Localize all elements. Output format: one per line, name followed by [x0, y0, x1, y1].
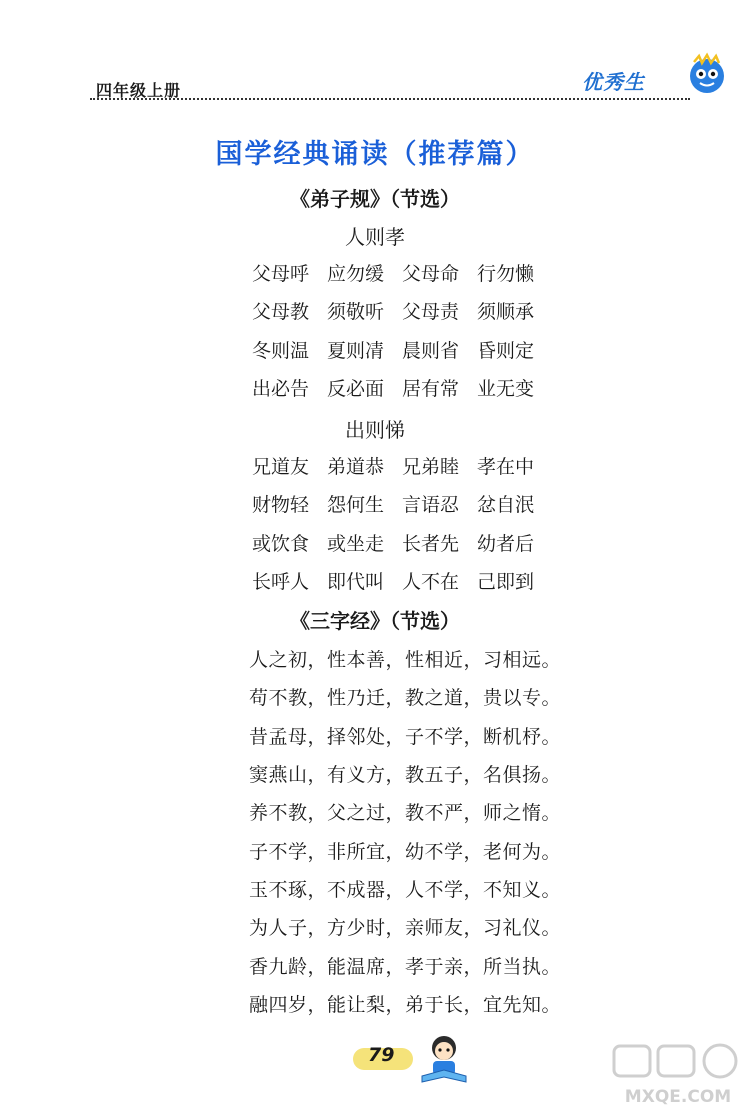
verse-phrase: 兄弟睦 [402, 456, 460, 478]
page-number: 79 [368, 1044, 395, 1066]
verse-phrase: 应勿缓 [327, 263, 385, 285]
page-title: 国学经典诵读（推荐篇） [215, 139, 535, 170]
section-heading: 出则悌 [345, 418, 405, 442]
verse-phrase: 长呼人 [252, 571, 310, 593]
verse-row [252, 490, 552, 517]
header-divider [90, 98, 690, 100]
mascot-icon [684, 52, 730, 98]
verse-line: 窦燕山，有义方，教五子，名俱扬。 [249, 764, 562, 786]
verse-line: 玉不琢，不成器，人不学，不知义。 [249, 879, 562, 901]
verse-line: 子不学，非所宜，幼不学，老何为。 [249, 841, 562, 863]
verse-row [252, 452, 552, 479]
watermark-text: MXQE.COM [624, 1087, 732, 1107]
verse-phrase: 孝在中 [477, 456, 535, 478]
verse-line: 为人子，方少时，亲师友，习礼仪。 [249, 917, 562, 939]
verse-phrase: 冬则温 [252, 340, 310, 362]
verse-phrase: 言语忍 [402, 494, 460, 516]
verse-row [252, 297, 552, 324]
verse-row [252, 529, 552, 556]
verse-line: 香九龄，能温席，孝于亲，所当执。 [249, 956, 562, 978]
verse-phrase: 居有常 [402, 378, 460, 400]
verse-phrase: 己即到 [477, 571, 535, 593]
verse-phrase: 父母命 [402, 263, 460, 285]
watermark-logo-icon [608, 1040, 748, 1110]
sanzijing-subtitle: 《三字经》（节选） [290, 609, 460, 633]
verse-row [252, 259, 552, 286]
verse-line: 苟不教，性乃迁，教之道，贵以专。 [249, 687, 562, 709]
verse-phrase: 或饮食 [252, 533, 310, 555]
verse-phrase: 忿自泯 [477, 494, 535, 516]
verse-phrase: 或坐走 [327, 533, 385, 555]
verse-line: 昔孟母，择邻处，子不学，断机杼。 [249, 726, 562, 748]
verse-line: 融四岁，能让梨，弟于长，宜先知。 [249, 994, 562, 1016]
verse-phrase: 须顺承 [477, 301, 535, 323]
verse-phrase: 晨则省 [402, 340, 460, 362]
verse-phrase: 父母责 [402, 301, 460, 323]
dizigui-subtitle: 《弟子规》（节选） [290, 187, 460, 211]
verse-phrase: 兄道友 [252, 456, 310, 478]
verse-phrase: 怨何生 [327, 494, 385, 516]
verse-phrase: 行勿懒 [477, 263, 535, 285]
verse-phrase: 夏则凊 [327, 340, 385, 362]
verse-phrase: 昏则定 [477, 340, 535, 362]
verse-phrase: 幼者后 [477, 533, 535, 555]
verse-phrase: 即代叫 [327, 571, 385, 593]
verse-phrase: 人不在 [402, 571, 460, 593]
reading-kid-icon [416, 1030, 474, 1088]
section-heading: 人则孝 [345, 225, 405, 249]
verse-phrase: 弟道恭 [327, 456, 385, 478]
verse-phrase: 父母呼 [252, 263, 310, 285]
verse-phrase: 反必面 [327, 378, 385, 400]
verse-phrase: 财物轻 [252, 494, 310, 516]
verse-row [252, 567, 552, 594]
grade-label: 四年级上册 [96, 81, 182, 100]
verse-phrase: 父母教 [252, 301, 310, 323]
verse-row [252, 374, 552, 401]
brand-logo-text: 优秀生 [582, 70, 645, 94]
verse-row [252, 336, 552, 363]
verse-line: 养不教，父之过，教不严，师之惰。 [249, 802, 562, 824]
verse-phrase: 出必告 [252, 378, 310, 400]
verse-phrase: 业无变 [477, 378, 535, 400]
verse-phrase: 须敬听 [327, 301, 385, 323]
verse-line: 人之初，性本善，性相近，习相远。 [249, 649, 562, 671]
verse-phrase: 长者先 [402, 533, 460, 555]
